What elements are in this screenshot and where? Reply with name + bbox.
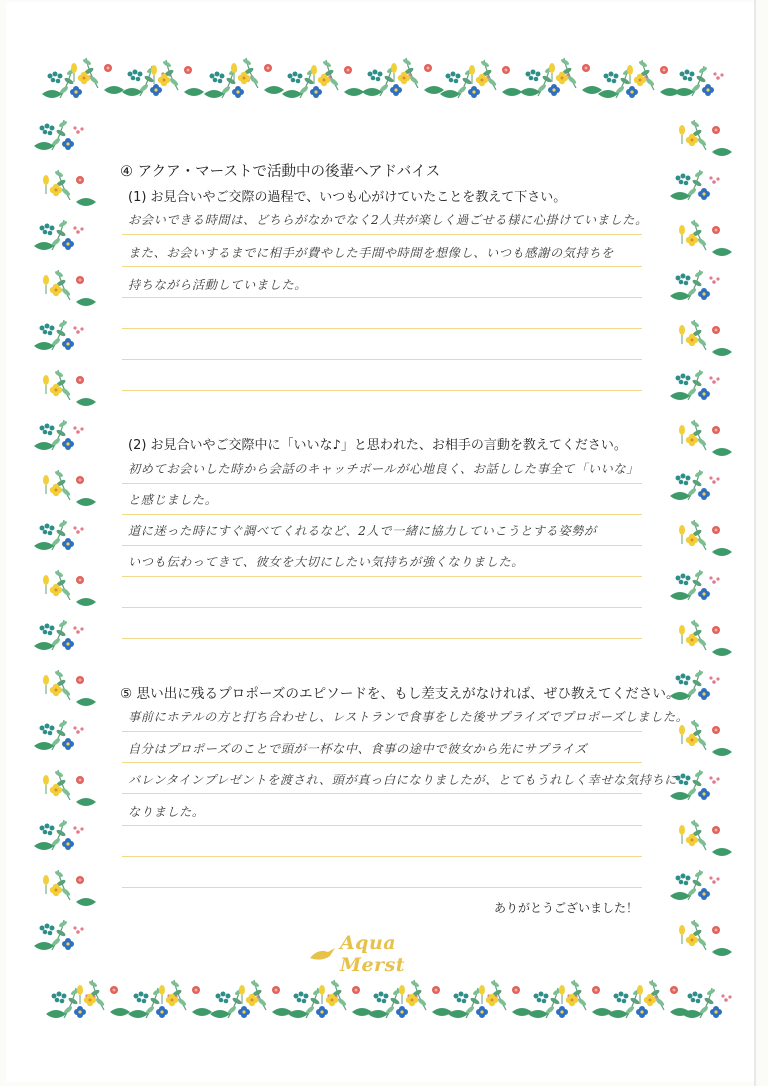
answer-rule [122, 607, 642, 608]
answer-rule [122, 856, 642, 857]
answer-rule [122, 390, 642, 391]
q1-answer-line-1: お会いできる時間は、どちらがなかでなく2人共が楽しく過ごせる様に心掛けていました。 [128, 213, 648, 227]
q1-answer-line-3: 持ちながら活動していました。 [128, 278, 308, 292]
logo-text: Aqua Merst [339, 932, 406, 976]
q1-answer-line-2: また、お会いするまでに相手が費やした手間や時間を想像し、いつも感謝の気持ちを [128, 246, 614, 260]
q2-answer-line-3: 道に迷った時にすぐ調べてくれるなど、2人で一緒に協力していこうとする姿勢が [128, 524, 597, 538]
answer-rule [122, 793, 642, 794]
section5-title: ⑤ 思い出に残るプロポーズのエピソードを、もし差支えがなければ、ぜひ教えてください。 [120, 686, 680, 702]
q2-answer-line-1: 初めてお会いした時から会話のキャッチボールが心地良く、お話しした事全て「いいな」 [128, 462, 640, 476]
bird-icon [308, 944, 336, 964]
s5-answer-line-3: バレンタインプレゼントを渡され、頭が真っ白になりましたが、とてもうれしく幸せな気持ちに [128, 773, 678, 787]
answer-rule [122, 731, 642, 732]
answer-rule [122, 483, 642, 484]
answer-rule [122, 887, 642, 888]
s5-answer-line-4: なりました。 [128, 805, 205, 819]
q1-label: (1) お見合いやご交際の過程で、いつも心がけていたことを教えて下さい。 [128, 190, 567, 205]
answer-rule [122, 514, 642, 515]
s5-answer-line-1: 事前にホテルの方と打ち合わせし、レストランで食事をした後サプライズでプロポーズしました。 [128, 710, 689, 724]
answer-rule [122, 545, 642, 546]
answer-rule [122, 825, 642, 826]
answer-rule [122, 762, 642, 763]
s5-answer-line-2: 自分はプロポーズのことで頭が一杯な中、食事の途中で彼女から先にサプライズ [128, 742, 588, 756]
answer-rule [122, 234, 642, 235]
q2-answer-line-4: いつも伝わってきて、彼女を大切にしたい気持ちが強くなりました。 [128, 555, 525, 569]
answer-rule [122, 328, 642, 329]
answer-rule [122, 266, 642, 267]
answer-rule [122, 576, 642, 577]
q2-label: (2) お見合いやご交際中に「いいな♪」と思われた、お相手の言動を教えてください。 [128, 438, 627, 453]
q2-answer-line-2: と感じました。 [128, 493, 218, 507]
closing-message: ありがとうございました！ [494, 901, 639, 915]
answer-rule [122, 359, 642, 360]
brand-logo [308, 932, 468, 976]
answer-rule [122, 297, 642, 298]
section4-title: ④ アクア・マーストで活動中の後輩へアドバイス [120, 164, 441, 180]
answer-rule [122, 638, 642, 639]
